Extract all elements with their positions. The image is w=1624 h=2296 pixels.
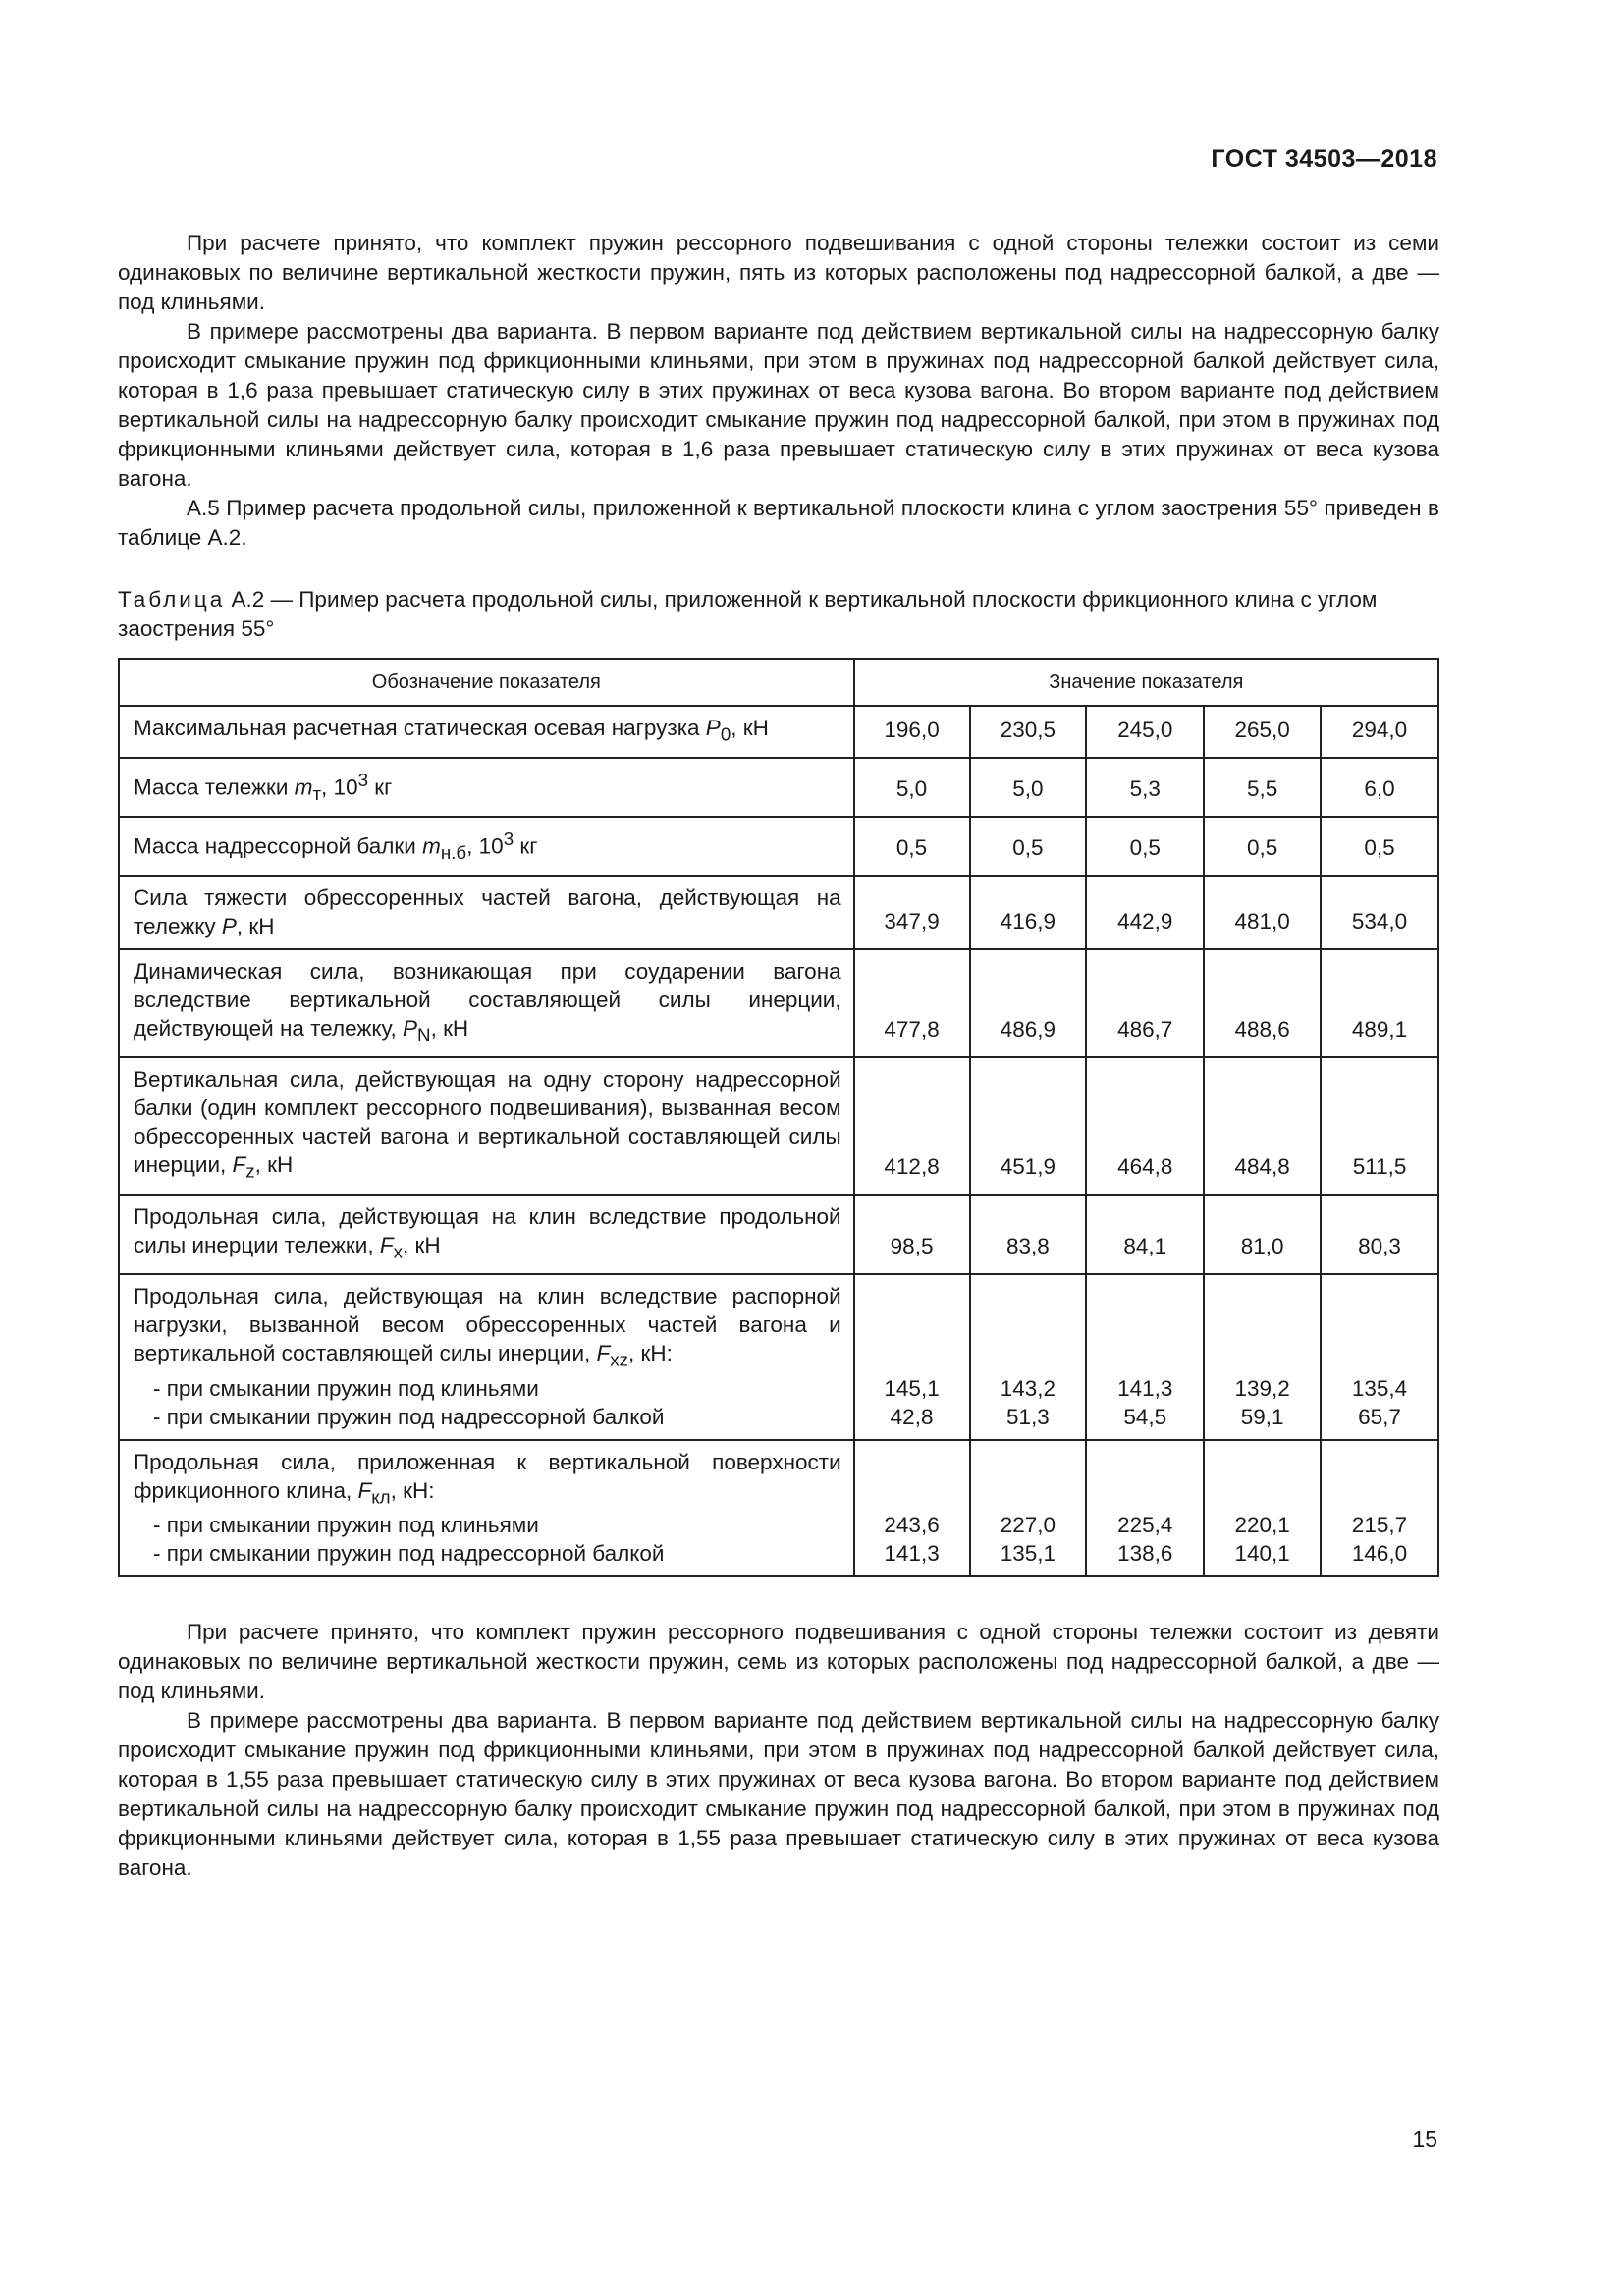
value-cell: 0,5 — [1204, 817, 1321, 876]
value-cell: 6,0 — [1321, 758, 1438, 817]
table-row — [119, 1057, 1438, 1195]
label-subscript: т — [312, 782, 322, 804]
value-cell: 0,5 — [854, 817, 970, 876]
value-cell: 511,5 — [1321, 1057, 1438, 1195]
label-symbol: P — [705, 716, 721, 740]
label-subscript: z — [245, 1160, 255, 1182]
sub-item-value: 59,1 — [1240, 1404, 1284, 1429]
value-cell — [970, 1274, 1087, 1440]
value-cell — [1204, 1274, 1321, 1440]
value-cell — [1086, 1274, 1204, 1440]
value-cell: 481,0 — [1204, 876, 1321, 949]
header-value: Значение показателя — [854, 659, 1438, 706]
label-superscript: 3 — [503, 828, 514, 849]
label-subscript: xz — [610, 1349, 629, 1370]
group-label — [134, 1284, 841, 1370]
value-cell: 489,1 — [1321, 949, 1438, 1058]
value-cell — [970, 1440, 1087, 1577]
label-superscript: 3 — [357, 769, 369, 790]
value-cell: 294,0 — [1321, 706, 1438, 758]
value-cell: 245,0 — [1086, 706, 1204, 758]
value-cell: 81,0 — [1204, 1195, 1321, 1275]
value-cell: 84,1 — [1086, 1195, 1204, 1275]
row-label — [119, 1057, 854, 1195]
table-row — [119, 817, 1438, 876]
paragraph: В примере рассмотрены два варианта. В первом варианте под действием вертикальной силы на надрессорную балку происходит смыкание пружин под фрикционными клиньями, при этом в пружинах под надрессорной балкой действует сила, которая в 1,55 раза превышает статическую силу в этих пружинах от веса кузова вагона. Во втором варианте под действием вертикальной силы на надрессорную балку происходит смыкание пружин под надрессорной балкой, при этом в пружинах под фрикционными клиньями действует сила, которая в 1,55 раза превышает статическую силу в этих пружинах от веса кузова вагона. — [118, 1708, 1439, 1880]
value-cell: 0,5 — [1321, 817, 1438, 876]
label-text: Продольная сила, действующая на клин вследствие продольной силы инерции тележки, — [134, 1203, 841, 1257]
value-cell: 5,3 — [1086, 758, 1204, 817]
sub-item-value: 139,2 — [1234, 1375, 1290, 1401]
label-suffix: , кН: — [390, 1477, 435, 1503]
sub-item-value: 146,0 — [1351, 1541, 1408, 1566]
paragraph: А.5 Пример расчета продольной силы, приложенной к вертикальной плоскости клина с углом заострения 55° приведен в таблице А.2. — [118, 496, 1439, 550]
label-symbol: P — [403, 1015, 418, 1041]
label-text: Динамическая сила, возникающая при соударении вагона вследствие вертикальной составляющей силы инерции, действующей на тележку, — [134, 958, 841, 1041]
label-subscript: 0 — [720, 723, 731, 745]
sub-item-value: 138,6 — [1117, 1541, 1173, 1566]
label-symbol: F — [596, 1341, 611, 1365]
data-table — [118, 658, 1439, 1577]
row-label — [119, 758, 854, 817]
paragraph: В примере рассмотрены два варианта. В первом варианте под действием вертикальной силы на надрессорную балку происходит смыкание пружин под фрикционными клиньями, при этом в пружинах под надрессорной балкой действует сила, которая в 1,6 раза превышает статическую силу в этих пружинах от веса кузова вагона. Во втором варианте под действием вертикальной силы на надрессорную балку происходит смыкание пружин под надрессорной балкой, при этом в пружинах под фрикционными клиньями действует сила, которая в 1,6 раза превышает статическую силу в этих пружинах от веса кузова вагона. — [118, 319, 1439, 491]
label-subscript: кл — [371, 1486, 391, 1507]
value-cell: 484,8 — [1204, 1057, 1321, 1195]
label-subscript: н.б — [440, 841, 467, 863]
table-caption-text: А.2 — Пример расчета продольной силы, приложенной к вертикальной плоскости фрикционного клина с углом заострения 55° — [118, 587, 1378, 641]
label-suffix: , кН — [402, 1232, 441, 1257]
row-label — [119, 1440, 854, 1577]
sub-item-value: 135,4 — [1351, 1375, 1408, 1401]
label-text: Масса надрессорной балки — [134, 833, 423, 858]
sub-item-value: 141,3 — [884, 1541, 940, 1566]
table-row — [119, 1195, 1438, 1275]
label-text: Продольная сила, действующая на клин вследствие распорной нагрузки, вызванной весом обрессоренных частей вагона и вертикальной составляющей силы инерции, — [134, 1284, 841, 1365]
value-cell — [854, 1274, 970, 1440]
sub-item-value: 140,1 — [1234, 1541, 1290, 1566]
value-cell: 0,5 — [970, 817, 1087, 876]
value-cell: 196,0 — [854, 706, 970, 758]
sub-item-value: 51,3 — [1006, 1404, 1050, 1429]
label-suffix: , 10 — [466, 833, 504, 858]
value-cell: 83,8 — [970, 1195, 1087, 1275]
row-label — [119, 817, 854, 876]
label-suffix: , 10 — [321, 774, 358, 799]
label-text: Максимальная расчетная статическая осевая нагрузка — [134, 716, 706, 740]
label-symbol: m — [422, 833, 441, 858]
row-label — [119, 706, 854, 758]
paragraph: При расчете принято, что комплект пружин рессорного подвешивания с одной стороны тележки состоит из семи одинаковых по величине вертикальной жесткости пружин, пять из которых расположены под надрессорной балкой, а две — под клиньями. — [118, 231, 1439, 314]
sub-item-label: - при смыкании пружин под клиньями — [153, 1513, 539, 1537]
label-symbol: F — [232, 1152, 246, 1177]
sub-item-value: 225,4 — [1117, 1513, 1173, 1537]
header-parameter: Обозначение показателя — [119, 659, 854, 706]
label-symbol: P — [221, 913, 237, 938]
sub-item-label: - при смыкании пружин под клиньями — [153, 1375, 539, 1401]
label-text: Продольная сила, приложенная к вертикальной поверхности фрикционного клина, — [134, 1449, 841, 1503]
value-cell: 265,0 — [1204, 706, 1321, 758]
value-cell — [1204, 1440, 1321, 1577]
table-row — [119, 758, 1438, 817]
sub-item-value: 141,3 — [1117, 1375, 1173, 1401]
value-cell: 5,5 — [1204, 758, 1321, 817]
label-symbol: m — [294, 774, 313, 799]
value-cell: 451,9 — [970, 1057, 1087, 1195]
label-unit: кг — [368, 774, 393, 799]
value-cell — [1321, 1440, 1438, 1577]
value-cell: 534,0 — [1321, 876, 1438, 949]
label-unit: кг — [514, 833, 538, 858]
value-cell: 80,3 — [1321, 1195, 1438, 1275]
value-cell: 464,8 — [1086, 1057, 1204, 1195]
table-header-row — [119, 659, 1438, 706]
row-label — [119, 876, 854, 949]
value-cell: 412,8 — [854, 1057, 970, 1195]
sub-item-value: 135,1 — [1000, 1541, 1056, 1566]
value-cell: 0,5 — [1086, 817, 1204, 876]
value-cell: 416,9 — [970, 876, 1087, 949]
sub-item-label: - при смыкании пружин под надрессорной балкой — [153, 1404, 665, 1429]
label-text: Вертикальная сила, действующая на одну сторону надрессорной балки (один комплект рессорного подвешивания), вызванная весом обрессоренных частей вагона и вертикальной составляющей силы инерции, — [134, 1067, 841, 1177]
value-cell: 442,9 — [1086, 876, 1204, 949]
table-row — [119, 949, 1438, 1058]
label-text: Масса тележки — [134, 774, 295, 799]
table-row — [119, 706, 1438, 758]
sub-item-value: 220,1 — [1234, 1513, 1290, 1537]
value-cell: 488,6 — [1204, 949, 1321, 1058]
label-suffix: , кН — [236, 913, 275, 938]
value-cell — [1321, 1274, 1438, 1440]
label-suffix: , кН — [254, 1152, 294, 1177]
value-cell: 98,5 — [854, 1195, 970, 1275]
value-cell: 347,9 — [854, 876, 970, 949]
sub-item-value: 215,7 — [1351, 1513, 1408, 1537]
page-number: 15 — [1412, 2126, 1437, 2152]
label-symbol: F — [379, 1232, 394, 1257]
table-caption — [118, 585, 1439, 644]
sub-item-value: 54,5 — [1123, 1404, 1167, 1429]
group-label — [134, 1449, 841, 1507]
value-cell: 5,0 — [970, 758, 1087, 817]
document-header: ГОСТ 34503—2018 — [1211, 145, 1437, 173]
table-row — [119, 876, 1438, 949]
value-cell: 5,0 — [854, 758, 970, 817]
sub-item-value: 65,7 — [1358, 1404, 1401, 1429]
row-label — [119, 949, 854, 1058]
sub-item-value: 227,0 — [1000, 1513, 1056, 1537]
value-cell: 486,7 — [1086, 949, 1204, 1058]
row-label — [119, 1274, 854, 1440]
sub-item-value: 145,1 — [884, 1375, 940, 1401]
value-cell: 486,9 — [970, 949, 1087, 1058]
row-label — [119, 1195, 854, 1275]
table-caption-label: Таблица — [118, 587, 226, 612]
table-row-group — [119, 1440, 1438, 1577]
label-suffix: , кН — [430, 1015, 469, 1041]
table-row-group — [119, 1274, 1438, 1440]
value-cell: 477,8 — [854, 949, 970, 1058]
label-subscript: x — [393, 1241, 403, 1261]
sub-item-label: - при смыкании пружин под надрессорной балкой — [153, 1541, 665, 1566]
sub-item-value: 143,2 — [1000, 1375, 1056, 1401]
sub-item-value: 42,8 — [890, 1404, 934, 1429]
label-subscript: N — [417, 1024, 431, 1044]
value-cell: 230,5 — [970, 706, 1087, 758]
value-cell — [1086, 1440, 1204, 1577]
label-text: Сила тяжести обрессоренных частей вагона, действующая на тележку — [134, 884, 841, 938]
value-cell — [854, 1440, 970, 1577]
label-suffix: , кН — [731, 716, 769, 740]
label-suffix: , кН: — [628, 1341, 673, 1365]
sub-item-value: 243,6 — [884, 1513, 940, 1537]
paragraph: При расчете принято, что комплект пружин рессорного подвешивания с одной стороны тележки состоит из девяти одинаковых по величине вертикальной жесткости пружин, семь из которых расположены под надрессорной балкой, а две — под клиньями. — [118, 1620, 1439, 1703]
label-symbol: F — [357, 1477, 372, 1503]
